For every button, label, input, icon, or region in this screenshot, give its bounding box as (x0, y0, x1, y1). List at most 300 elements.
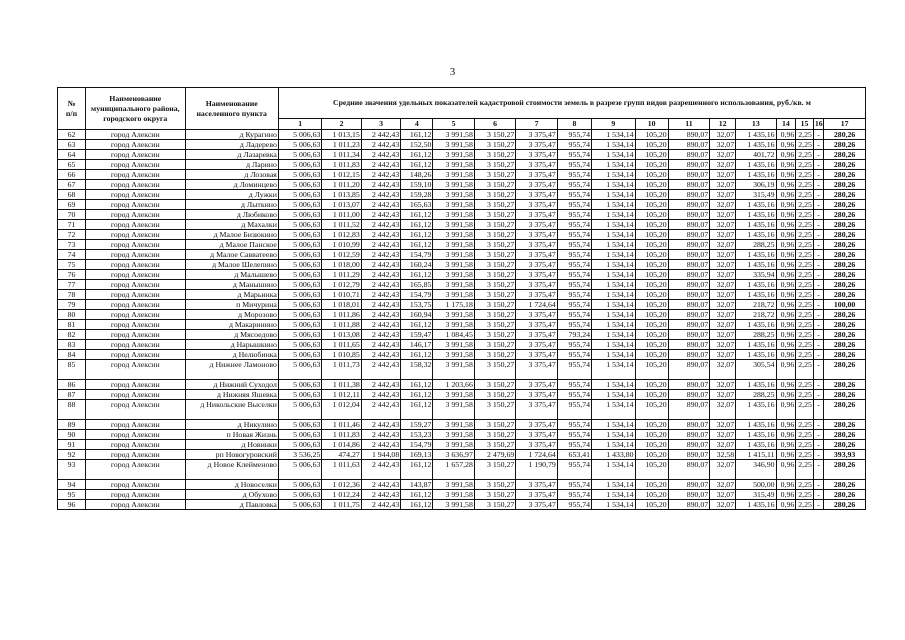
value-cell: 3 536,25 (278, 450, 322, 460)
value-cell: 3 991,58 (433, 240, 474, 250)
value-cell: 169,13 (401, 450, 433, 460)
value-cell: 280,26 (824, 150, 866, 160)
value-cell: 2,25 (796, 150, 814, 160)
value-cell: 955,74 (557, 150, 591, 160)
value-cell: 955,74 (557, 430, 591, 440)
value-cell: 3 991,58 (433, 480, 474, 490)
value-cell: 32,07 (710, 260, 736, 270)
district-name: город Алексин (86, 200, 186, 210)
value-cell: 1 011,83 (322, 430, 361, 440)
value-cell: 32,07 (710, 350, 736, 360)
value-cell: 105,20 (635, 320, 668, 330)
value-cell: 2,25 (796, 140, 814, 150)
value-cell: 146,17 (401, 340, 433, 350)
value-cell: 1 011,20 (322, 180, 361, 190)
row-number: 70 (58, 210, 86, 220)
value-cell: 3 991,58 (433, 360, 474, 380)
district-name: город Алексин (86, 310, 186, 320)
header-group-number: 17 (824, 119, 866, 130)
value-cell: 1 435,16 (736, 430, 776, 440)
district-name: город Алексин (86, 430, 186, 440)
value-cell: 0,96 (776, 190, 796, 200)
value-cell: 2,25 (796, 480, 814, 490)
value-cell: - (813, 250, 823, 260)
value-cell: 2,25 (796, 420, 814, 430)
value-cell: 890,07 (668, 440, 709, 450)
settlement-name: д Малое Панское (185, 240, 278, 250)
header-group-number: 15 (796, 119, 814, 130)
value-cell: 1 018,00 (322, 260, 361, 270)
value-cell: 955,74 (557, 360, 591, 380)
value-cell: 2 442,43 (361, 310, 400, 320)
district-name: город Алексин (86, 380, 186, 390)
value-cell: 955,74 (557, 280, 591, 290)
settlement-name: д Ломинцево (185, 180, 278, 190)
value-cell: - (813, 200, 823, 210)
row-number: 71 (58, 220, 86, 230)
value-cell: 2 442,43 (361, 170, 400, 180)
value-cell: 0,96 (776, 230, 796, 240)
value-cell: 161,12 (401, 270, 433, 280)
settlement-name: д Лужки (185, 190, 278, 200)
value-cell: 5 006,63 (278, 460, 322, 480)
value-cell: 32,07 (710, 390, 736, 400)
value-cell: 105,20 (635, 440, 668, 450)
district-name: город Алексин (86, 260, 186, 270)
value-cell: 0,96 (776, 260, 796, 270)
value-cell: 3 991,58 (433, 230, 474, 240)
value-cell: 1 011,00 (322, 210, 361, 220)
header-group-number: 12 (710, 119, 736, 130)
value-cell: 2,25 (796, 300, 814, 310)
value-cell: 32,07 (710, 500, 736, 510)
value-cell: 0,96 (776, 180, 796, 190)
value-cell: 5 006,63 (278, 430, 322, 440)
value-cell: 3 375,47 (516, 270, 557, 280)
value-cell: 1 010,85 (322, 350, 361, 360)
value-cell: 1 534,14 (592, 290, 636, 300)
value-cell: 5 006,63 (278, 420, 322, 430)
table-row (58, 220, 866, 230)
value-cell: 2 442,43 (361, 420, 400, 430)
table-row (58, 460, 866, 480)
value-cell: 955,74 (557, 390, 591, 400)
value-cell: 2 442,43 (361, 430, 400, 440)
table-header (58, 88, 866, 130)
value-cell: 955,74 (557, 310, 591, 320)
value-cell: 280,26 (824, 200, 866, 210)
value-cell: 32,07 (710, 300, 736, 310)
value-cell: 288,25 (736, 240, 776, 250)
value-cell: 3 991,58 (433, 440, 474, 450)
value-cell: 955,74 (557, 380, 591, 390)
value-cell: 890,07 (668, 490, 709, 500)
value-cell: 1 011,83 (322, 160, 361, 170)
value-cell: - (813, 280, 823, 290)
value-cell: 1 013,08 (322, 330, 361, 340)
value-cell: 1 011,88 (322, 320, 361, 330)
table-row (58, 330, 866, 340)
header-group-number: 13 (736, 119, 776, 130)
value-cell: 161,12 (401, 210, 433, 220)
value-cell: 306,19 (736, 180, 776, 190)
value-cell: 105,20 (635, 460, 668, 480)
value-cell: 280,26 (824, 260, 866, 270)
value-cell: 1 534,14 (592, 320, 636, 330)
value-cell: 2 442,43 (361, 340, 400, 350)
value-cell: 3 375,47 (516, 420, 557, 430)
settlement-name: д Новинки (185, 440, 278, 450)
value-cell: 1 012,04 (322, 400, 361, 420)
value-cell: 2 479,69 (474, 450, 515, 460)
value-cell: 2,25 (796, 340, 814, 350)
value-cell: 32,07 (710, 490, 736, 500)
value-cell: - (813, 420, 823, 430)
value-cell: - (813, 310, 823, 320)
value-cell: 1 190,79 (516, 460, 557, 480)
header-group-number: 8 (557, 119, 591, 130)
value-cell: 32,07 (710, 420, 736, 430)
value-cell: 1 534,14 (592, 390, 636, 400)
value-cell: 2,25 (796, 270, 814, 280)
value-cell: 154,79 (401, 250, 433, 260)
value-cell: 3 375,47 (516, 130, 557, 140)
value-cell: 2,25 (796, 240, 814, 250)
page-number: 3 (449, 66, 456, 78)
value-cell: 5 006,63 (278, 220, 322, 230)
value-cell: - (813, 380, 823, 390)
row-number: 87 (58, 390, 86, 400)
value-cell: 3 991,58 (433, 340, 474, 350)
value-cell: - (813, 150, 823, 160)
settlement-name: д Манышино (185, 280, 278, 290)
row-number: 79 (58, 300, 86, 310)
value-cell: 1 435,16 (736, 210, 776, 220)
value-cell: 280,26 (824, 310, 866, 320)
value-cell: 793,24 (557, 330, 591, 340)
value-cell: 105,20 (635, 220, 668, 230)
value-cell: 218,72 (736, 310, 776, 320)
value-cell: 0,96 (776, 150, 796, 160)
value-cell: 3 991,58 (433, 350, 474, 360)
row-number: 67 (58, 180, 86, 190)
value-cell: 401,72 (736, 150, 776, 160)
value-cell: 3 375,47 (516, 320, 557, 330)
value-cell: 3 375,47 (516, 170, 557, 180)
settlement-name: д Любиково (185, 210, 278, 220)
value-cell: 105,20 (635, 210, 668, 220)
value-cell: 0,96 (776, 440, 796, 450)
value-cell: 1 534,14 (592, 500, 636, 510)
value-cell: 159,10 (401, 180, 433, 190)
settlement-name: д Нелюбинка (185, 350, 278, 360)
district-name: город Алексин (86, 240, 186, 250)
value-cell: 161,12 (401, 350, 433, 360)
value-cell: 0,96 (776, 300, 796, 310)
value-cell: - (813, 390, 823, 400)
header-group-number: 5 (433, 119, 474, 130)
value-cell: 1 534,14 (592, 280, 636, 290)
table-row (58, 150, 866, 160)
value-cell: 2 442,43 (361, 230, 400, 240)
value-cell: 105,20 (635, 400, 668, 420)
value-cell: 5 006,63 (278, 160, 322, 170)
value-cell: 3 150,27 (474, 390, 515, 400)
settlement-name: д Курагино (185, 130, 278, 140)
value-cell: - (813, 400, 823, 420)
value-cell: 2,25 (796, 450, 814, 460)
value-cell: 1 435,16 (736, 230, 776, 240)
settlement-name: д Ладерево (185, 140, 278, 150)
value-cell: 161,12 (401, 240, 433, 250)
value-cell: 955,74 (557, 320, 591, 330)
value-cell: 3 150,27 (474, 350, 515, 360)
value-cell: 32,07 (710, 160, 736, 170)
value-cell: 161,12 (401, 220, 433, 230)
value-cell: 3 375,47 (516, 250, 557, 260)
value-cell: 32,07 (710, 170, 736, 180)
table-row (58, 340, 866, 350)
settlement-name: д Морозово (185, 310, 278, 320)
value-cell: 1 435,16 (736, 200, 776, 210)
value-cell: 32,07 (710, 240, 736, 250)
value-cell: 280,26 (824, 190, 866, 200)
district-name: город Алексин (86, 230, 186, 240)
settlement-name: д Никольские Выселки (185, 400, 278, 420)
table-row (58, 300, 866, 310)
value-cell: 1 010,71 (322, 290, 361, 300)
value-cell: 32,07 (710, 480, 736, 490)
value-cell: 161,12 (401, 130, 433, 140)
value-cell: 32,07 (710, 290, 736, 300)
value-cell: 1 534,14 (592, 220, 636, 230)
header-group-number: 6 (474, 119, 515, 130)
value-cell: 315,49 (736, 190, 776, 200)
table-body (58, 130, 866, 510)
value-cell: 3 150,27 (474, 130, 515, 140)
value-cell: 1 435,16 (736, 400, 776, 420)
value-cell: 890,07 (668, 160, 709, 170)
value-cell: 2,25 (796, 320, 814, 330)
value-cell: 105,20 (635, 180, 668, 190)
table-row (58, 480, 866, 490)
value-cell: - (813, 320, 823, 330)
value-cell: 1 435,16 (736, 130, 776, 140)
value-cell: 1 534,14 (592, 210, 636, 220)
value-cell: 3 991,58 (433, 210, 474, 220)
value-cell: 280,26 (824, 250, 866, 260)
value-cell: 1 013,07 (322, 200, 361, 210)
value-cell: 5 006,63 (278, 230, 322, 240)
value-cell: 2,25 (796, 200, 814, 210)
value-cell: - (813, 260, 823, 270)
value-cell: 890,07 (668, 230, 709, 240)
value-cell: 3 991,58 (433, 160, 474, 170)
value-cell: 955,74 (557, 140, 591, 150)
value-cell: 2 442,43 (361, 300, 400, 310)
value-cell: 2 442,43 (361, 150, 400, 160)
value-cell: 3 375,47 (516, 280, 557, 290)
value-cell: 1 534,14 (592, 300, 636, 310)
value-cell: - (813, 480, 823, 490)
value-cell: 161,12 (401, 390, 433, 400)
value-cell: 0,96 (776, 160, 796, 170)
value-cell: 2 442,43 (361, 440, 400, 450)
value-cell: 2 442,43 (361, 270, 400, 280)
value-cell: 3 991,58 (433, 140, 474, 150)
value-cell: 280,26 (824, 210, 866, 220)
value-cell: 105,20 (635, 500, 668, 510)
table-row (58, 310, 866, 320)
value-cell: 105,20 (635, 360, 668, 380)
value-cell: 0,96 (776, 500, 796, 510)
value-cell: 890,07 (668, 320, 709, 330)
value-cell: 32,07 (710, 140, 736, 150)
value-cell: 1 435,16 (736, 350, 776, 360)
value-cell: 105,20 (635, 290, 668, 300)
value-cell: 0,96 (776, 290, 796, 300)
settlement-name: д Макаринино (185, 320, 278, 330)
table-row (58, 420, 866, 430)
row-number: 75 (58, 260, 86, 270)
value-cell: 1 534,14 (592, 440, 636, 450)
value-cell: 0,96 (776, 360, 796, 380)
value-cell: 32,07 (710, 130, 736, 140)
row-number: 84 (58, 350, 86, 360)
value-cell: 0,96 (776, 140, 796, 150)
value-cell: 955,74 (557, 420, 591, 430)
value-cell: 1 435,16 (736, 290, 776, 300)
value-cell: 32,07 (710, 310, 736, 320)
row-number: 95 (58, 490, 86, 500)
value-cell: 1 012,83 (322, 230, 361, 240)
value-cell: 161,12 (401, 500, 433, 510)
value-cell: 3 991,58 (433, 200, 474, 210)
value-cell: 2 442,43 (361, 500, 400, 510)
value-cell: 1 435,16 (736, 500, 776, 510)
settlement-name: д Махалки (185, 220, 278, 230)
value-cell: 2,25 (796, 430, 814, 440)
table-row (58, 210, 866, 220)
table-row (58, 440, 866, 450)
row-number: 63 (58, 140, 86, 150)
table-row (58, 380, 866, 390)
value-cell: 3 375,47 (516, 190, 557, 200)
value-cell: 3 375,47 (516, 230, 557, 240)
value-cell: 105,20 (635, 380, 668, 390)
value-cell: 2,25 (796, 280, 814, 290)
table-row (58, 270, 866, 280)
value-cell: 288,25 (736, 390, 776, 400)
value-cell: 1 657,28 (433, 460, 474, 480)
value-cell: 105,20 (635, 340, 668, 350)
value-cell: 2,25 (796, 460, 814, 480)
row-number: 92 (58, 450, 86, 460)
value-cell: - (813, 440, 823, 450)
value-cell: - (813, 290, 823, 300)
value-cell: 5 006,63 (278, 130, 322, 140)
value-cell: 105,20 (635, 230, 668, 240)
value-cell: 3 375,47 (516, 150, 557, 160)
district-name: город Алексин (86, 150, 186, 160)
table-row (58, 160, 866, 170)
value-cell: 890,07 (668, 360, 709, 380)
value-cell: 3 991,58 (433, 170, 474, 180)
value-cell: 890,07 (668, 350, 709, 360)
value-cell: 2 442,43 (361, 140, 400, 150)
value-cell: - (813, 230, 823, 240)
value-cell: 955,74 (557, 220, 591, 230)
value-cell: 955,74 (557, 400, 591, 420)
value-cell: 890,07 (668, 150, 709, 160)
value-cell: 1 534,14 (592, 180, 636, 190)
table-row (58, 400, 866, 420)
value-cell: 0,96 (776, 340, 796, 350)
value-cell: 5 006,63 (278, 200, 322, 210)
table-row (58, 500, 866, 510)
value-cell: 280,26 (824, 130, 866, 140)
value-cell: 3 375,47 (516, 220, 557, 230)
value-cell: 280,26 (824, 400, 866, 420)
settlement-name: д Малое Савватеево (185, 250, 278, 260)
value-cell: 305,54 (736, 360, 776, 380)
value-cell: 0,96 (776, 490, 796, 500)
value-cell: 955,74 (557, 210, 591, 220)
value-cell: 2,25 (796, 170, 814, 180)
value-cell: 5 006,63 (278, 290, 322, 300)
header-values-title: Средние значения удельных показателей кадастровой стоимости земель в разрезе групп видов разрешенного использования, руб./кв. м (278, 88, 865, 119)
value-cell: 890,07 (668, 400, 709, 420)
district-name: город Алексин (86, 190, 186, 200)
value-cell: 32,58 (710, 450, 736, 460)
value-cell: 280,26 (824, 350, 866, 360)
value-cell: 3 375,47 (516, 480, 557, 490)
value-cell: 280,26 (824, 140, 866, 150)
value-cell: 153,23 (401, 430, 433, 440)
value-cell: 1 012,15 (322, 170, 361, 180)
value-cell: 1 018,01 (322, 300, 361, 310)
value-cell: 105,20 (635, 300, 668, 310)
district-name: город Алексин (86, 220, 186, 230)
value-cell: 890,07 (668, 300, 709, 310)
value-cell: 3 991,58 (433, 320, 474, 330)
header-settlement: Наименование населенного пункта (185, 88, 278, 130)
value-cell: 3 150,27 (474, 220, 515, 230)
value-cell: 105,20 (635, 390, 668, 400)
value-cell: 3 150,27 (474, 150, 515, 160)
value-cell: 955,74 (557, 180, 591, 190)
value-cell: 1 534,14 (592, 460, 636, 480)
value-cell: 3 150,27 (474, 500, 515, 510)
value-cell: 890,07 (668, 210, 709, 220)
value-cell: 890,07 (668, 200, 709, 210)
value-cell: 3 150,27 (474, 420, 515, 430)
value-cell: 890,07 (668, 140, 709, 150)
settlement-name: п Мичурина (185, 300, 278, 310)
value-cell: 5 006,63 (278, 340, 322, 350)
settlement-name: д Нижнее Ламоново (185, 360, 278, 380)
row-number: 83 (58, 340, 86, 350)
value-cell: 5 006,63 (278, 280, 322, 290)
table-row (58, 240, 866, 250)
district-name: город Алексин (86, 300, 186, 310)
row-number: 74 (58, 250, 86, 260)
value-cell: 161,12 (401, 380, 433, 390)
value-cell: 32,07 (710, 440, 736, 450)
value-cell: 1 435,16 (736, 160, 776, 170)
value-cell: 5 006,63 (278, 350, 322, 360)
district-name: город Алексин (86, 390, 186, 400)
